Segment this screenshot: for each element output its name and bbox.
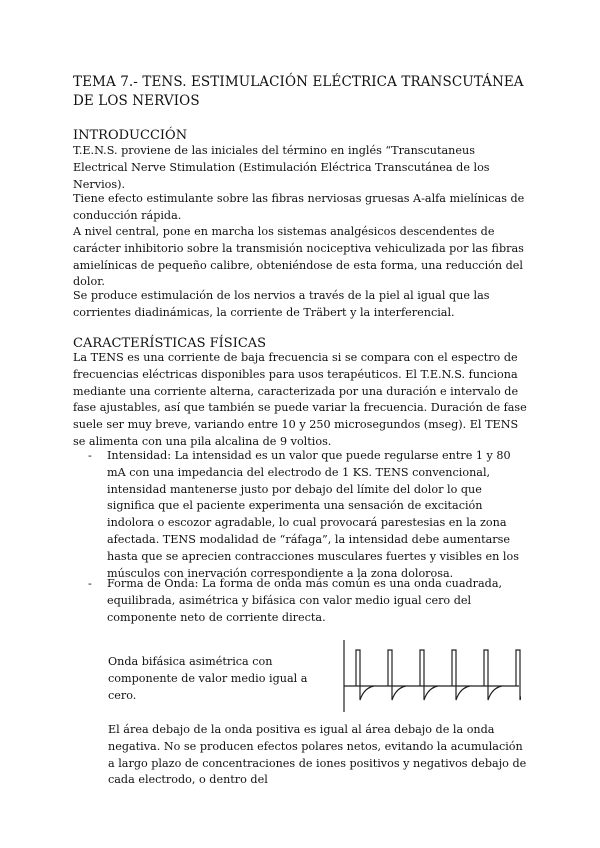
waveform-pulse xyxy=(356,650,374,700)
bullet-text: Forma de Onda: La forma de onda más común es una onda cuadrada, equilibrada, asimétrica y bifásica con valor medio igual cero del componente neto de corriente directa. xyxy=(107,577,503,624)
intro-paragraph-2: Tiene efecto estimulante sobre las fibras nerviosas gruesas A-alfa mielínicas de conducción rápida. xyxy=(73,192,525,222)
intro-heading: INTRODUCCIÓN xyxy=(73,128,188,143)
page-title: TEMA 7.- TENS. ESTIMULACIÓN ELÉCTRICA TRANSCUTÁNEA DE LOS NERVIOS xyxy=(73,74,524,109)
bullet-dash: - xyxy=(88,449,92,462)
waveform-pulse xyxy=(420,650,438,700)
figure-caption: Onda bifásica asimétrica con componente de valor medio igual a cero. xyxy=(108,655,308,702)
waveform-pulses xyxy=(356,650,521,700)
characteristics-paragraph: La TENS es una corriente de baja frecuencia si se compara con el espectro de frecuencias eléctricas disponibles para usos terapéuticos. El T.E.N.S. funciona mediante una corriente alterna, caracterizada por una duración e intervalo de fase ajustables, así que también se puede variar la frecuencia. Duración de fase suele ser muy breve, variando entre 10 y 250 microsegundos (mseg). El TENS se alimenta con una pila alcalina de 9 voltios. xyxy=(73,351,527,448)
bullet-text: Intensidad: La intensidad es un valor que puede regularse entre 1 y 80 mA con una impedancia del electrodo de 1 KS. TENS convencional, intensidad mantenerse justo por debajo del límite del dolor lo que significa que el paciente experimenta una sensación de excitación indolora o escozor agradable, lo cual provocará parestesias en la zona afectada. TENS modalidad de “ráfaga”, la intensidad debe aumentarse hasta que se aprecien contracciones musculares fuertes y visibles en los músculos con inervación correspondiente a la zona dolorosa. xyxy=(107,449,519,580)
waveform-pulse xyxy=(452,650,470,700)
intro-paragraph-3: A nivel central, pone en marcha los sistemas analgésicos descendentes de carácter inhibitorio sobre la transmisión nociceptiva vehiculizada por las fibras amielínicas de pequeño calibre, obteniéndose de esta forma, una reducción del dolor. xyxy=(73,225,524,289)
waveform-pulse xyxy=(388,650,406,700)
bullet-dash: - xyxy=(88,577,92,590)
intro-paragraph-4: Se produce estimulación de los nervios a través de la piel al igual que las corrientes diadinámicas, la corriente de Träbert y la interferencial. xyxy=(73,289,490,319)
closing-paragraph: El área debajo de la onda positiva es igual al área debajo de la onda negativa. No se producen efectos polares netos, evitando la acumulación a largo plazo de concentraciones de iones positivos y negativos debajo de cada electrodo, o dentro del xyxy=(108,723,527,787)
characteristics-heading: CARACTERÍSTICAS FÍSICAS xyxy=(73,336,267,351)
biphasic-waveform-figure xyxy=(336,636,521,714)
waveform-pulse xyxy=(516,650,521,700)
waveform-pulse xyxy=(484,650,502,700)
intro-paragraph-1: T.E.N.S. proviene de las iniciales del término en inglés “Transcutaneus Electrical Nerve Stimulation (Estimulación Eléctrica Transcutánea de los Nervios). xyxy=(73,144,490,191)
